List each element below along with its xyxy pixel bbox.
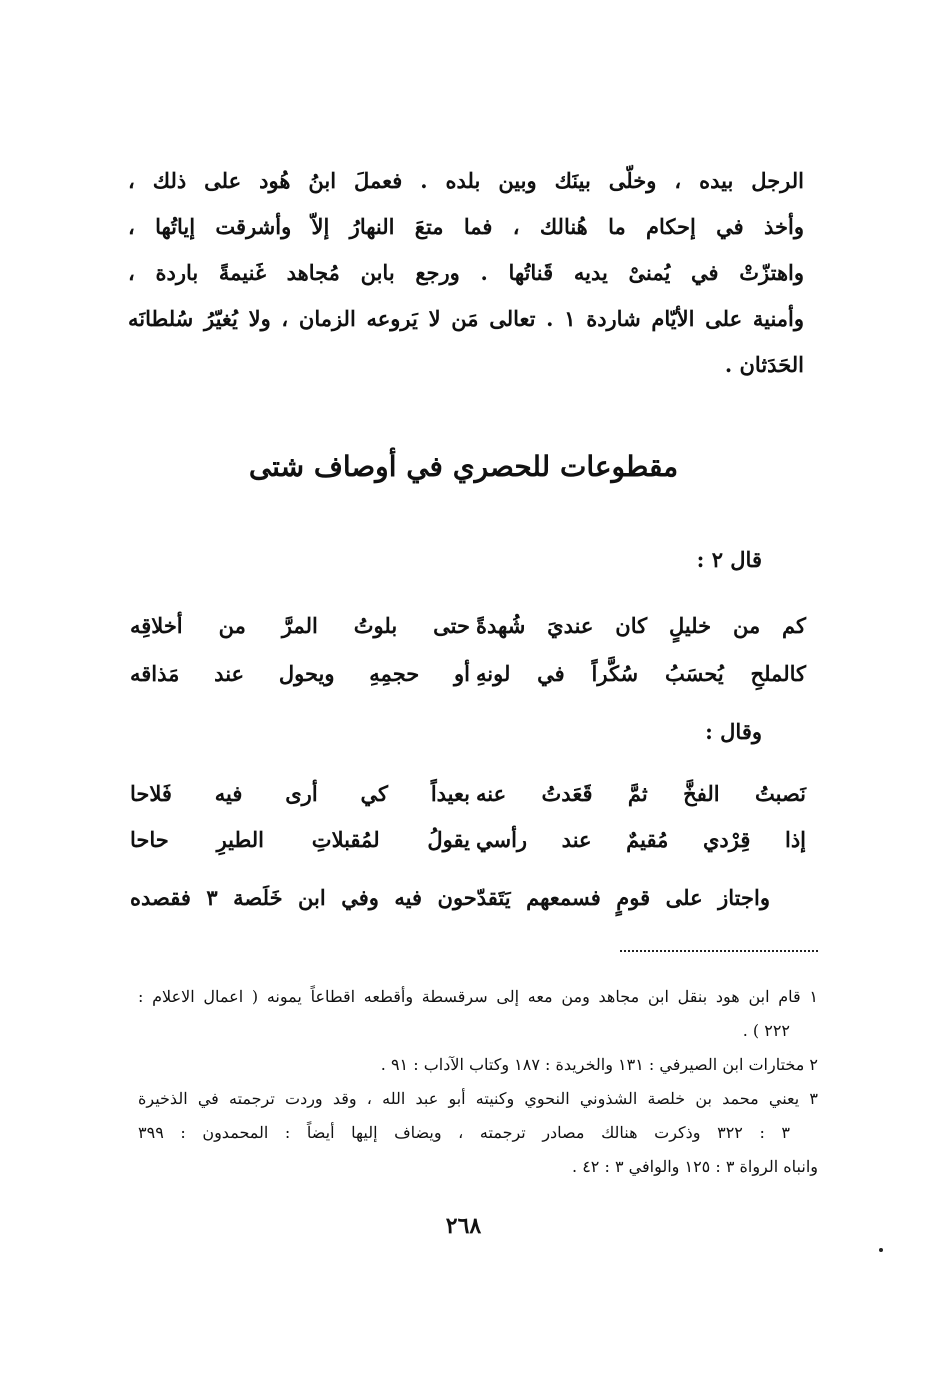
verse-second-hemistich: بعيداً كي أرى فيه فَلاحا	[130, 781, 470, 806]
footnote-line: ١ قام ابن هود بنقل ابن مجاهد ومن معه إلى سرقسطة وأقطعه اقطاعاً يمونه ( اعمال الاعلام :	[138, 987, 818, 1006]
verse-second-hemistich: أو حجمِهِ ويحول عند مَذاقه	[130, 661, 470, 686]
verse-second-hemistich: حتى بلوتُ المرَّ من أخلاقِه	[130, 613, 470, 638]
verse-first-hemistich: نَصبتُ الفخَّ ثمَّ قَعَدتُ عنه	[476, 781, 806, 806]
verse-line	[130, 816, 806, 864]
footnote-line: ٣ يعني محمد بن خلصة الشذوني النحوي وكنيته أبو عبد الله ، وقد وردت ترجمته في الذخيرة	[138, 1089, 818, 1108]
prose-line: الرجل بيده ، وخلّى بينَك وبين بلده . فعملَ ابنُ هُود على ذلك ،	[128, 168, 804, 193]
verse-line	[130, 602, 806, 650]
prose-line: الحَدَثان .	[724, 352, 804, 377]
verse-second-hemistich: يقولُ لمُقبلاتِ الطيرِ حاحا	[130, 827, 470, 852]
footnotes	[138, 980, 818, 1184]
verse-first-hemistich: كم من خليلٍ كان عنديَ شُهدةً	[476, 613, 806, 638]
page-number: ٢٦٨	[445, 1213, 482, 1239]
footnote-line: ٢ مختارات ابن الصيرفي : ١٣١ والخريدة : ١٨٧ وكتاب الآداب : ٩١ .	[380, 1055, 818, 1074]
prose-line: واهتزّتْ في يُمنىْ يديه قَناتُها . ورجع بابن مُجاهد غَنيمةً باردة ،	[128, 260, 804, 285]
verse-first-hemistich: إذا قِرْدي مُقيمٌ عند رأسي	[476, 827, 806, 852]
verse-first-hemistich: كالملحِ يُحسَبُ سُكَّراً في لونهِ	[476, 661, 806, 686]
footnote-line: ٣ : ٣٢٢ وذكرت هنالك مصادر ترجمته ، ويضاف إليها أيضاً : المحمدون : ٣٩٩	[138, 1123, 791, 1142]
scan-speck	[879, 1248, 883, 1252]
prose-line: وأمنية على الأيّام شاردة ١ . تعالى مَن لا يَروعه الزمان ، ولا يُغيّرُ سُلطانَه	[128, 306, 805, 331]
footnote-separator	[620, 950, 818, 952]
footnote-line: وانباه الرواة ٣ : ١٢٥ والوافي ٣ : ٤٢ .	[572, 1157, 818, 1176]
section-heading: مقطوعات للحصري في أوصاف شتى	[248, 450, 679, 483]
verse-line	[130, 770, 806, 818]
footnote-line: ٢٢٢ ) .	[742, 1021, 790, 1040]
prose-continuation: واجتاز على قومٍ فسمعهم يَتَقدّحون فيه وفي ابن خَلَصة ٣ فقصده	[130, 885, 770, 910]
prose-line: وأخذ في إحكام ما هُنالك ، فما متعَ النهارُ إلاّ وأشرقت إياتُها ،	[128, 214, 804, 239]
verse-intro: قال ٢ :	[696, 547, 762, 572]
verse-line	[130, 650, 806, 698]
verse-intro: وقال :	[705, 719, 762, 744]
prose-paragraph	[128, 158, 804, 388]
